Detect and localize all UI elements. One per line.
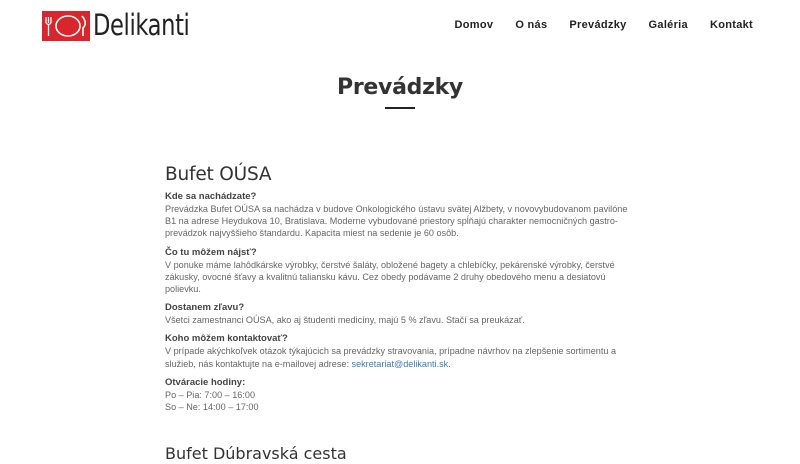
answer-line: V prípade akýchkoľvek otázok týkajúcich sa prevádzky stravovania, prípadne návrhov na zlepšenie sortimentu a	[165, 346, 617, 357]
answer-discount	[165, 314, 635, 326]
email-link[interactable]: sekretariat@delikanti.sk	[351, 358, 449, 369]
hours-weekday: Po – Pia: 7:00 – 16:00	[165, 389, 255, 400]
answer-text: služieb, nás kontaktujte na e-mailovej adrese:	[165, 358, 352, 369]
question-contact: Koho môžem kontaktovať?	[165, 333, 288, 345]
question-offer: Čo tu môžem nájsť?	[165, 246, 257, 258]
opening-hours	[165, 389, 635, 413]
qa-contact	[165, 333, 635, 369]
qa-offer	[165, 247, 635, 296]
qa-hours	[165, 377, 635, 413]
answer-line: prevádzok najvyššieho štandardu. Kapacita miest na sedenie je 60 osôb.	[165, 228, 459, 239]
answer-line: zákusky, ovocné šťavy a kvalitnú taliansku kávu. Cez obedy podávame 2 druhy obedového menu a desiatovú	[165, 271, 606, 282]
cutlery-plate-icon	[42, 11, 90, 41]
nav-item-prevadzky[interactable]: Prevádzky	[569, 19, 627, 31]
next-section-title: Bufet Dúbravská cesta	[165, 444, 347, 463]
qa-discount	[165, 302, 635, 326]
answer-line: V ponuke máme lahôdkárske výrobky, čerstvé šaláty, obložené bagety a chlebíčky, pekárenské výrobky, čerstvé	[165, 259, 615, 270]
section-title: Bufet OÚSA	[165, 164, 272, 185]
answer-offer	[165, 259, 635, 296]
answer-contact	[165, 345, 635, 369]
nav-item-kontakt[interactable]: Kontakt	[709, 19, 753, 31]
title-divider	[385, 107, 415, 109]
nav-item-o-nas[interactable]: O nás	[515, 19, 548, 31]
answer-text: .	[448, 358, 451, 369]
logo[interactable]	[42, 9, 188, 43]
main-nav	[455, 18, 753, 32]
answer-line	[165, 358, 635, 370]
location-section	[165, 163, 635, 420]
answer-line: Prevádzka Bufet OÚSA sa nachádza v budove Onkologického ústavu svätej Alžbety, v novovybudovanom pavilóne	[165, 204, 628, 214]
question-hours: Otváracie hodiny:	[165, 376, 246, 388]
qa-location	[165, 191, 635, 240]
nav-item-domov[interactable]: Domov	[454, 19, 494, 31]
answer-location	[165, 203, 635, 240]
answer-line: B1 na adrese Heydukova 10, Bratislava. Moderne vybudované priestory spĺňajú charakter nemocničných gastro-	[165, 216, 618, 227]
answer-line: Všetci zamestnanci OÚSA, ako aj študenti medicíny, majú 5 % zľavu. Stačí sa preukázať.	[165, 315, 525, 326]
hours-weekend: So – Ne: 14:00 – 17:00	[165, 402, 259, 413]
page-title: Prevádzky	[337, 75, 463, 100]
site-header	[0, 0, 800, 52]
brand-name: Delikanti	[93, 8, 190, 42]
nav-item-galeria[interactable]: Galéria	[648, 19, 688, 31]
answer-line: polievku.	[165, 284, 201, 295]
question-location: Kde sa nachádzate?	[165, 191, 257, 202]
question-discount: Dostanem zľavu?	[165, 302, 245, 314]
